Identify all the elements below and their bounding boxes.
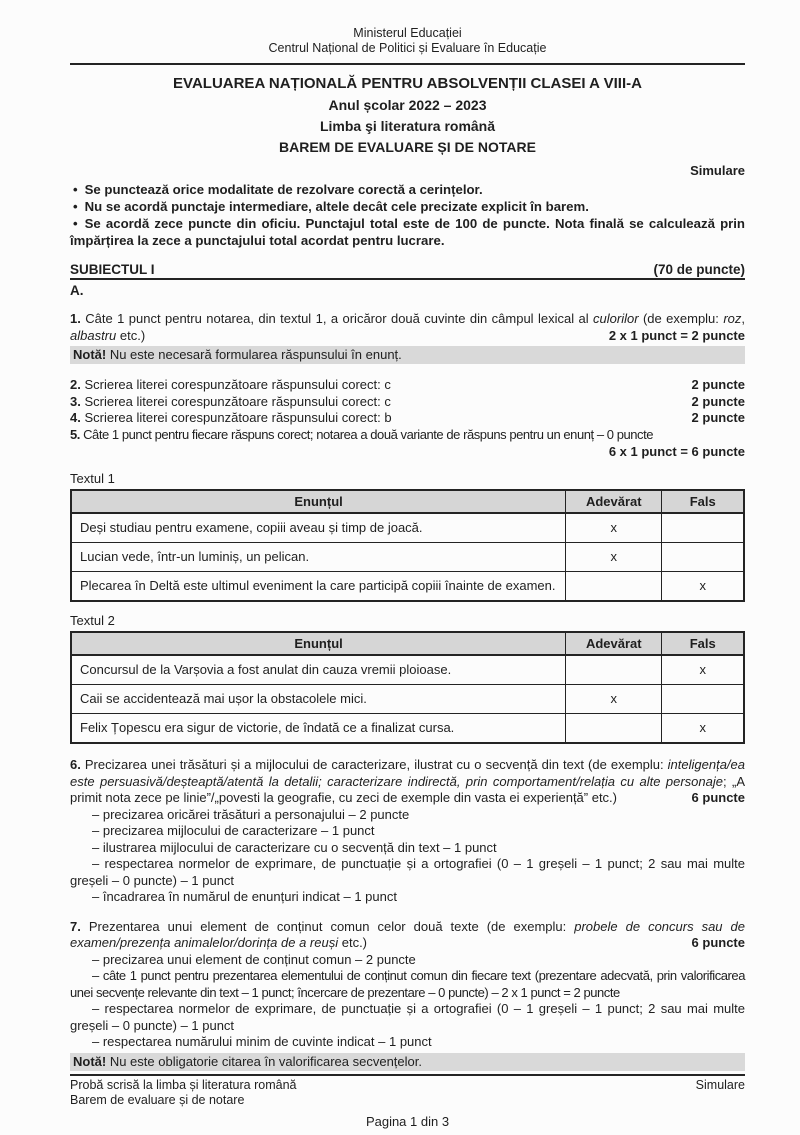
statement-cell: Caii se accidentează mai ușor la obstacolele mici. <box>71 685 566 714</box>
footer-exam-name: Probă scrisă la limba și literatura română <box>70 1077 297 1092</box>
answer-mark <box>566 714 662 744</box>
answer-mark <box>662 543 744 572</box>
page-number: Pagina 1 din 3 <box>365 1113 450 1129</box>
statement-cell: Plecarea în Deltă este ultimul eveniment la care participă copiii înainte de examen. <box>71 572 566 602</box>
subject-heading-row <box>70 262 745 280</box>
government-header <box>70 26 745 56</box>
item-3: 3. Scrierea literei corespunzătoare răspunsului corect: c 2 puncte <box>70 393 745 409</box>
table-row <box>71 543 744 572</box>
col-header-fals: Fals <box>662 490 744 513</box>
document-type: BAREM DE EVALUARE ȘI DE NOTARE <box>279 139 536 155</box>
answer-mark <box>662 685 744 714</box>
criterion: – respectarea normelor de exprimare, de punctuație și a ortografiei (0 – 1 greșeli – 1 punct; 2 sau mai multe greșeli – 0 puncte) – 1 punct <box>70 856 745 888</box>
bullet-icon: • <box>73 182 78 197</box>
grading-notice: • Se punctează orice modalitate de rezolvare corectă a cerințelor. <box>73 182 483 197</box>
subject-points: (70 de puncte) <box>653 262 745 277</box>
item-5-points: 6 x 1 punct = 6 puncte <box>608 444 745 459</box>
table-header-row <box>71 490 744 513</box>
grading-notice: • Se acordă zece puncte din oficiu. Punctajul total este de 100 de puncte. Nota finală se calculează prin împărțirea la zece a punctajului total acordat pentru lucrare. <box>70 216 745 248</box>
table-row <box>71 714 744 744</box>
statement-cell: Deși studiau pentru examene, copiii aveau și timp de joacă. <box>71 513 566 543</box>
institution-name: Centrul Național de Politici și Evaluare în Educație <box>268 41 547 55</box>
item-2: 2. Scrierea literei corespunzătoare răspunsului corect: c 2 puncte <box>70 377 745 392</box>
item-6-points: 6 puncte <box>691 790 745 805</box>
table-header-row <box>71 632 744 655</box>
answer-mark: x <box>662 714 744 744</box>
grading-notice: • Nu se acordă punctaje intermediare, altele decât cele precizate explicit în barem. <box>73 199 589 214</box>
item-3-points: 2 puncte <box>691 393 745 409</box>
statement-cell: Lucian vede, într-un luminiș, un pelican. <box>71 543 566 572</box>
grading-notices <box>70 181 745 249</box>
answer-mark: x <box>566 685 662 714</box>
text2-table <box>70 631 745 744</box>
answer-mark <box>566 655 662 685</box>
bullet-icon: • <box>73 216 78 231</box>
answer-mark: x <box>662 655 744 685</box>
item-6: 6. Precizarea unei trăsături și a mijlocului de caracterizare, ilustrat cu o secvență din text (de exemplu: inteligența/ea este persuasivă/deșteaptă/atentă la detalii; caracterizare indirectă, prin comportament/relația cu alte personaje; „A primit nota zece pe linie”/„povesti la geografie, cu zeci de exemple din vasta ei experiență” etc.) 6 puncte <box>70 757 745 805</box>
answer-mark: x <box>566 543 662 572</box>
ministry-name: Ministerul Educației <box>353 26 462 40</box>
criterion: – respectarea normelor de exprimare, de punctuație și a ortografiei (0 – 1 greșeli – 1 punct; 2 sau mai multe greșeli – 0 puncte) – 1 punct <box>70 1001 745 1033</box>
footer-doc-type: Barem de evaluare și de notare <box>70 1093 245 1107</box>
col-header-enunt: Enunțul <box>71 490 566 513</box>
criterion: – încadrarea în numărul de enunțuri indicat – 1 punct <box>92 889 397 904</box>
answer-mark <box>566 572 662 602</box>
col-header-adevarat: Adevărat <box>566 490 662 513</box>
footer-simulare: Simulare <box>695 1077 745 1092</box>
subject-name: Limba şi literatura română <box>319 118 496 134</box>
simulare-label-top: Simulare <box>690 163 745 178</box>
criterion: – precizarea unui element de conținut comun – 2 puncte <box>92 951 416 967</box>
title-block <box>70 73 745 158</box>
table-row <box>71 572 744 602</box>
criterion: – precizarea mijlocului de caracterizare – 1 punct <box>92 823 375 838</box>
answer-mark: x <box>566 513 662 543</box>
part-a-label: A. <box>70 283 84 298</box>
header-divider <box>70 63 745 65</box>
page-footer <box>70 1078 745 1109</box>
statement-cell: Concursul de la Varșovia a fost anulat din cauza vremii ploioase. <box>71 655 566 685</box>
text1-table <box>70 489 745 602</box>
criterion: – respectarea numărului minim de cuvinte indicat – 1 punct <box>92 1034 432 1049</box>
note-2: Notă! Nu este obligatorie citarea în valorificarea secvențelor. <box>70 1053 745 1071</box>
footer-divider <box>70 1074 745 1076</box>
criterion: – câte 1 punct pentru prezentarea elementului de conținut comun din fiecare text (prezentare adecvată, prin valorificarea unei secvențe relevante din text – 1 punct; încercare de prezentare – 0 puncte) – 2 x 1 punct = 2 puncte <box>70 968 745 1000</box>
school-year: Anul școlar 2022 – 2023 <box>328 97 487 113</box>
col-header-enunt: Enunțul <box>71 632 566 655</box>
text2-label: Textul 2 <box>70 613 115 628</box>
item-7: 7. Prezentarea unui element de conținut comun celor două texte (de exemplu: probele de concurs sau de examen/prezența animalelor/dorința de a reuși etc.) 6 puncte <box>70 918 745 950</box>
table-row <box>71 685 744 714</box>
footer-left <box>70 1078 296 1109</box>
table-row <box>71 513 744 543</box>
item-5: 5. Câte 1 punct pentru fiecare răspuns corect; notarea a două variante de răspuns pentru un enunț – 0 puncte <box>70 426 654 442</box>
item-2-points: 2 puncte <box>691 377 745 392</box>
answer-mark <box>662 513 744 543</box>
item-1-points: 2 x 1 punct = 2 puncte <box>608 327 745 343</box>
subject-heading: SUBIECTUL I <box>70 262 155 277</box>
exam-title: EVALUAREA NAȚIONALĂ PENTRU ABSOLVENȚII CLASEI A VIII-A <box>173 75 642 92</box>
col-header-fals: Fals <box>662 632 744 655</box>
table-row <box>71 655 744 685</box>
item-1: 1. Câte 1 punct pentru notarea, din textul 1, a oricăror două cuvinte din câmpul lexical al culorilor (de exemplu: roz, albastru etc.) 2 x 1 punct = 2 puncte <box>70 311 745 343</box>
answer-mark: x <box>662 572 744 602</box>
bullet-icon: • <box>73 199 78 214</box>
col-header-adevarat: Adevărat <box>566 632 662 655</box>
item-4-points: 2 puncte <box>691 410 745 425</box>
criterion: – precizarea oricărei trăsături a personajului – 2 puncte <box>92 806 410 822</box>
statement-cell: Felix Țopescu era sigur de victorie, de îndată ce a finalizat cursa. <box>71 714 566 744</box>
criterion: – ilustrarea mijlocului de caracterizare cu o secvență din text – 1 punct <box>92 839 497 855</box>
item-7-points: 6 puncte <box>691 935 745 950</box>
text1-label: Textul 1 <box>70 471 115 486</box>
note-1: Notă! Nu este necesară formularea răspunsului în enunț. <box>70 346 745 364</box>
item-4: 4. Scrierea literei corespunzătoare răspunsului corect: b 2 puncte <box>70 410 745 425</box>
